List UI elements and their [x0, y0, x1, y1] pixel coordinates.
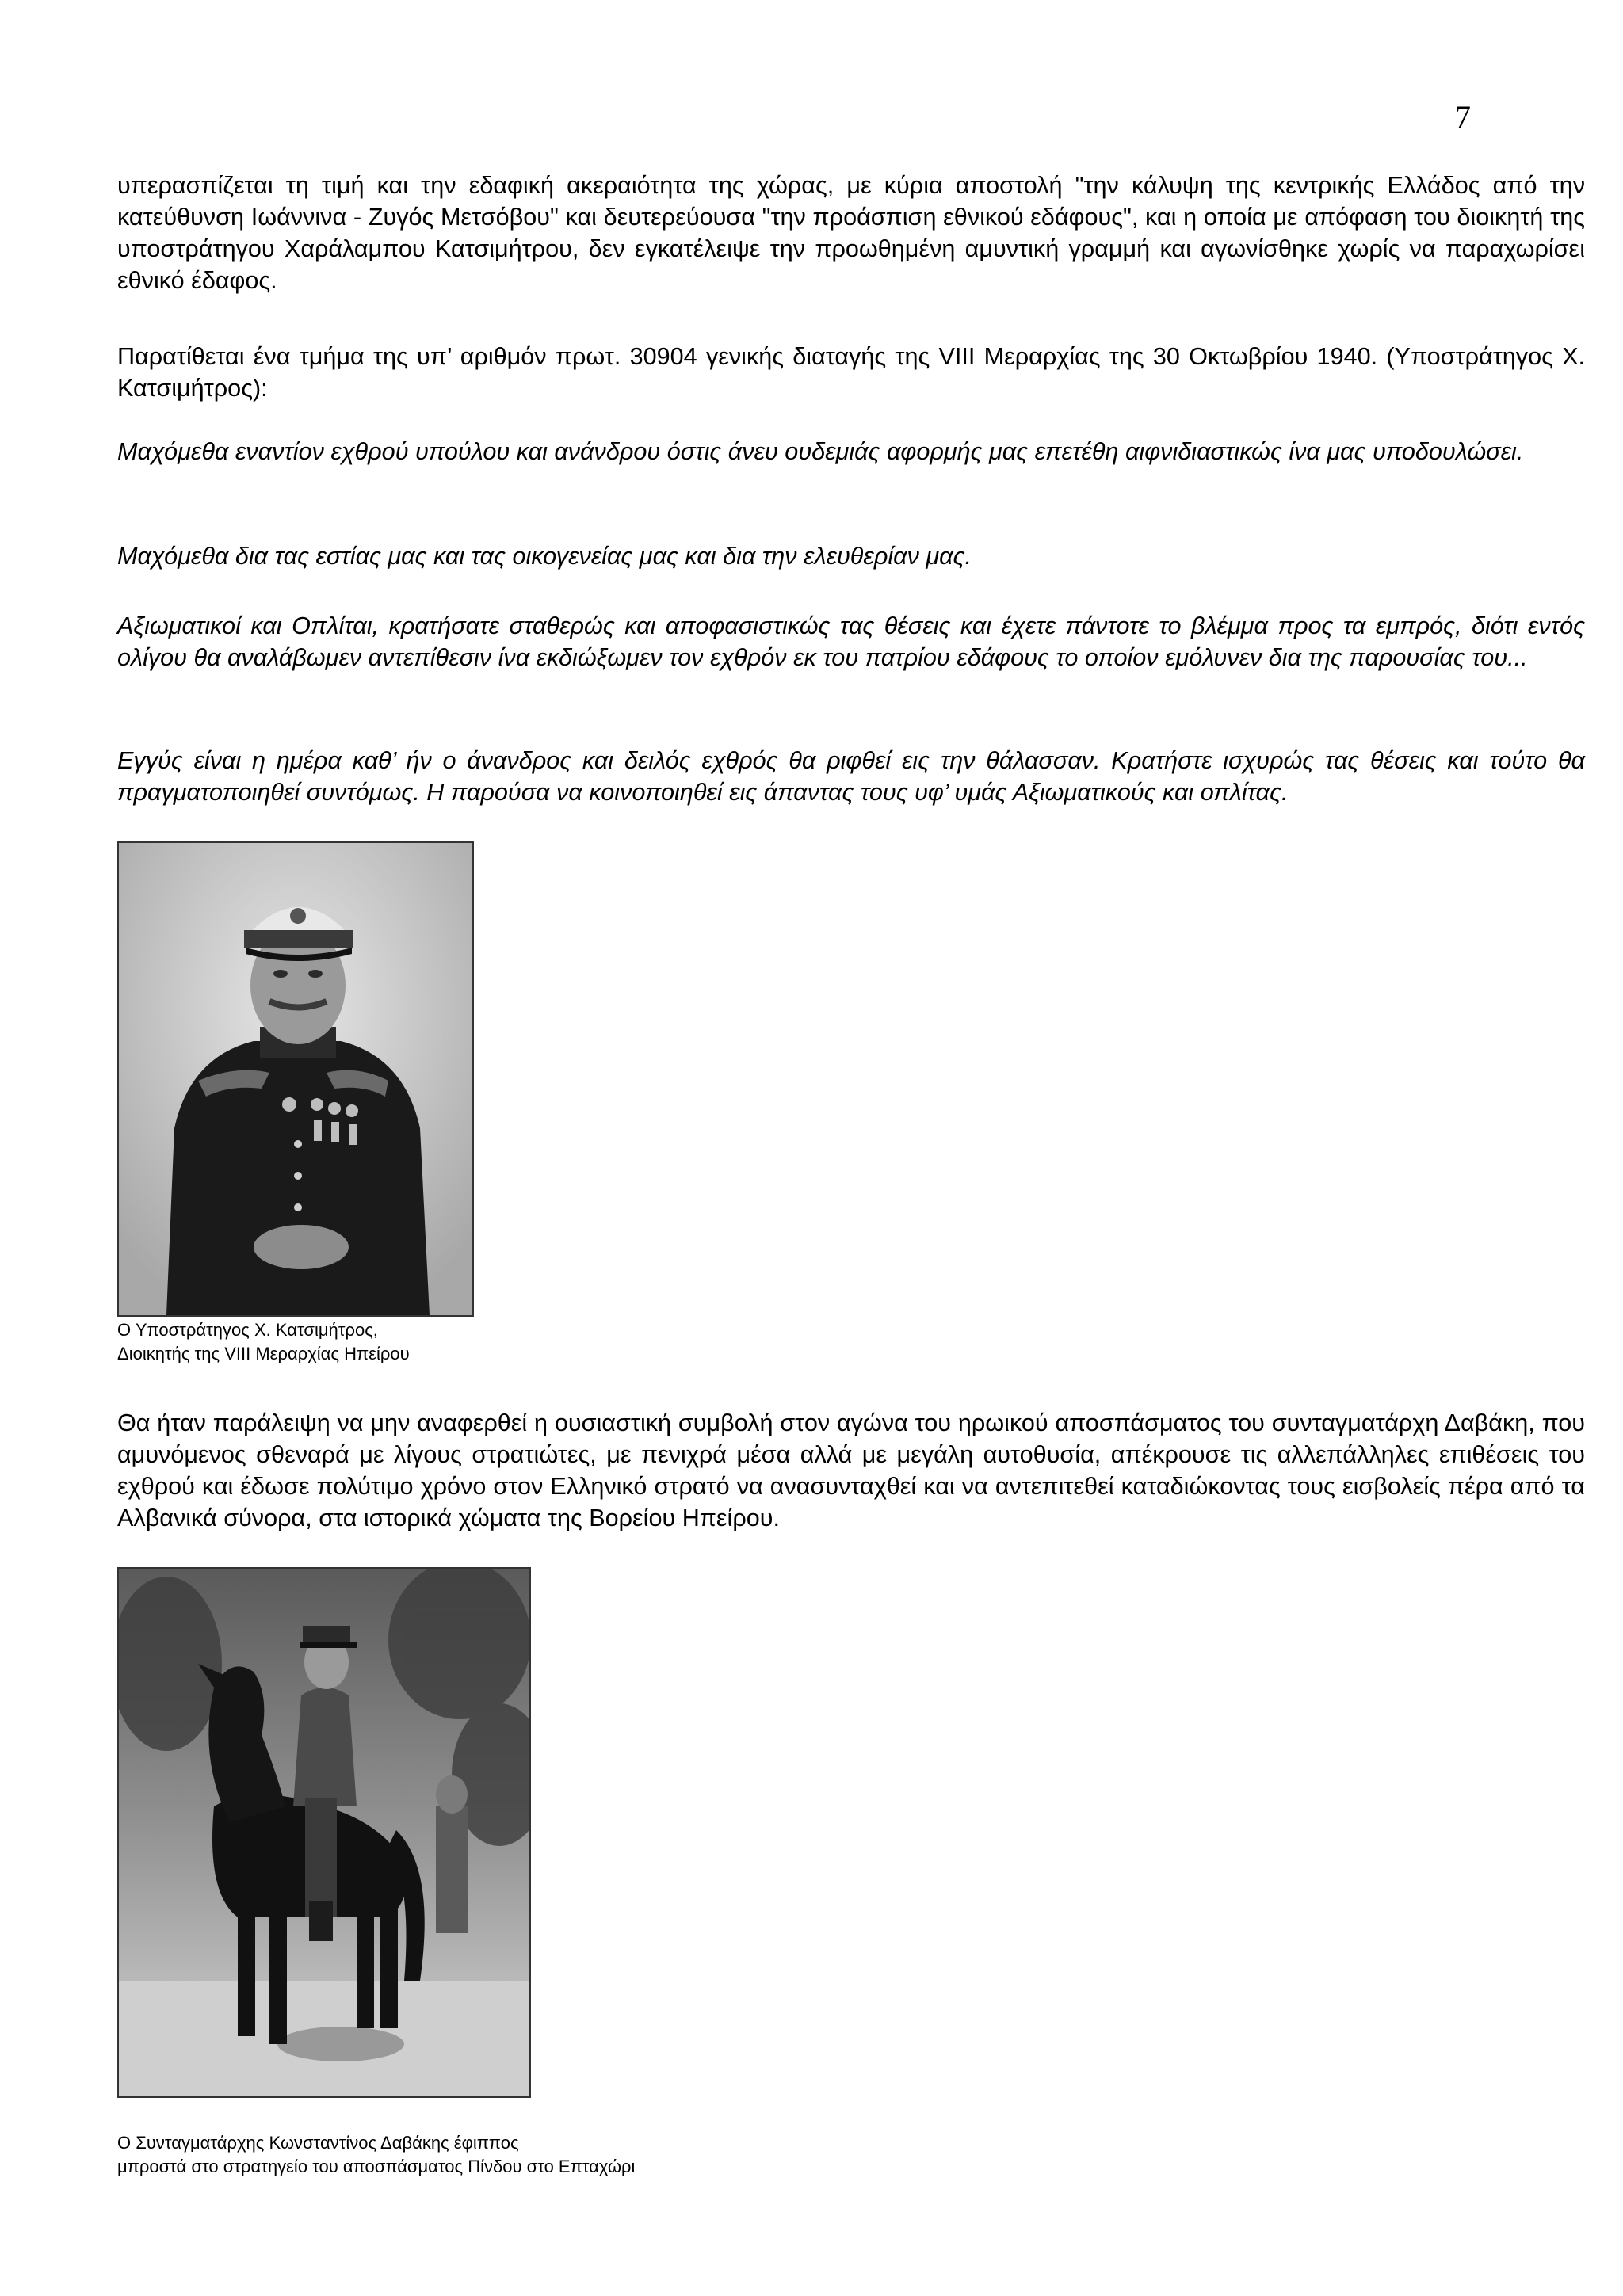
page-number: 7: [1455, 99, 1471, 135]
quote-paragraph-1: Μαχόμεθα εναντίον εχθρού υπούλου και ανάνδρου όστις άνευ ουδεμιάς αφορμής μας επετέθη αιφνιδιαστικώς ίνα μας υποδουλώσει.: [117, 438, 1524, 465]
quote-paragraph-4: Εγγύς είναι η ημέρα καθ’ ήν ο άνανδρος και δειλός εχθρός θα ριφθεί εις την θάλασσαν. Κρατήστε ισχυρώς τας θέσεις και τούτο θα πραγματοποιηθεί συντόμως. Η παρούσα να κοινοποιηθεί εις άπαντας τους υφ’ υμάς Αξιωματικούς και οπλίτας.: [117, 747, 1585, 806]
photo-general-caption: [117, 1318, 410, 1366]
photo-colonel-on-horse: [117, 1567, 531, 2098]
intro-paragraph: υπερασπίζεται τη τιμή και την εδαφική ακεραιότητα της χώρας, με κύρια αποστολή "την κάλυψη της κεντρικής Ελλάδος από την κατεύθυνση Ιωάννινα - Ζυγός Μετσόβου" και δευτερεύουσα "την προάσπιση εθνικού εδάφους", και η οποία με απόφαση του διοικητή της υποστράτηγου Χαράλαμπου Κατσιμήτρου, δεν εγκατέλειψε την προωθημένη αμυντική γραμμή και αγωνίσθηκε χωρίς να παραχωρίσει εθνικό έδαφος.: [117, 172, 1585, 294]
photo-colonel-caption-line-1: Ο Συνταγματάρχης Κωνσταντίνος Δαβάκης έφιππος: [117, 2133, 519, 2153]
photo-general-portrait: [117, 841, 474, 1317]
photo-general-caption-line-1: Ο Υποστράτηγος Χ. Κατσιμήτρος,: [117, 1320, 378, 1340]
quote-paragraph-2: Μαχόμεθα δια τας εστίας μας και τας οικογενείας μας και δια την ελευθερίαν μας.: [117, 543, 972, 570]
photo-colonel-caption-line-2: μπροστά στο στρατηγείο του αποσπάσματος Πίνδου στο Επταχώρι: [117, 2157, 636, 2176]
horseback-illustration: [119, 1569, 529, 2096]
quote-paragraph-3: Αξιωματικοί και Οπλίται, κρατήσατε σταθερώς και αποφασιστικώς τας θέσεις και έχετε πάντοτε το βλέμμα προς τα εμπρός, διότι εντός ολίγου θα αναλάβωμεν αντεπίθεσιν ίνα εκδιώξωμεν τον εχθρόν εκ του πατρίου εδάφους το οποίον εμόλυνεν δια της παρουσίας του...: [117, 612, 1585, 671]
directive-intro-paragraph: Παρατίθεται ένα τμήμα της υπ’ αριθμόν πρωτ. 30904 γενικής διαταγής της VIII Μεραρχίας της 30 Οκτωβρίου 1940. (Υποστράτηγος Χ. Κατσιμήτρος):: [117, 343, 1585, 402]
photo-colonel-caption: [117, 2131, 635, 2179]
photo-general-caption-line-2: Διοικητής της VIII Μεραρχίας Ηπείρου: [117, 1344, 410, 1363]
portrait-illustration: [119, 843, 472, 1315]
davakis-paragraph: Θα ήταν παράλειψη να μην αναφερθεί η ουσιαστική συμβολή στον αγώνα του ηρωικού αποσπάσματος του συνταγματάρχη Δαβάκη, που αμυνόμενος σθεναρά με λίγους στρατιώτες, με πενιχρά μέσα αλλά με μεγάλη αυτοθυσία, απέκρουσε τις αλλεπάλληλες επιθέσεις του εχθρού και έδωσε πολύτιμο χρόνο στον Ελληνικό στρατό να ανασυνταχθεί και να αντεπιτεθεί καταδιώκοντας τους εισβολείς πέρα από τα Αλβανικά σύνορα, στα ιστορικά χώματα της Βορείου Ηπείρου.: [117, 1409, 1585, 1531]
